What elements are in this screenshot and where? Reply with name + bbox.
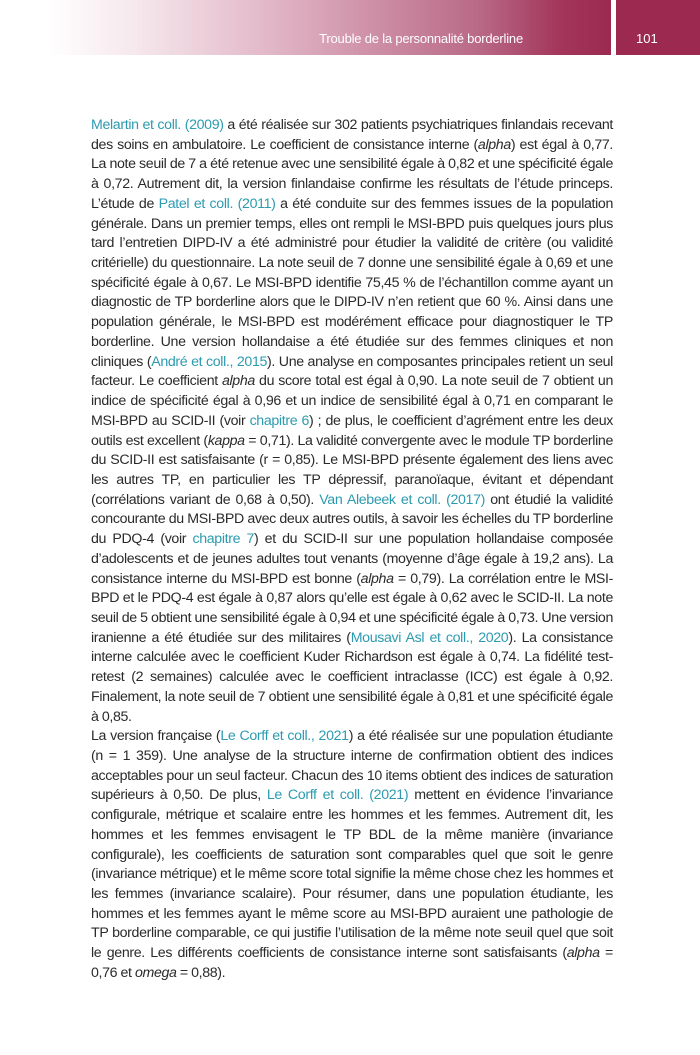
- italic-term: alpha: [221, 373, 255, 390]
- text-run: mettent en évidence l’invariance configurale, métrique et scalaire entre les hommes et les femmes. Autrement dit, les hommes et les femmes envisagent le TP BDL de la même manière (invariance configurale), les coefficients de saturation sont comparables quel que soit le genre (invariance métrique) et le même score total signifie la même chose chez les hommes et les femmes (invariance scalaire). Pour résumer, dans une population étudiante, les hommes et les femmes ayant le même score au MSI-BPD auraient une pathologie de TP borderline comparable, ce qui justifie l’utilisation de la même note seuil quel que soit le genre. Les différents coefficients de consistance interne sont satisfaisants (: [91, 787, 613, 962]
- text-run: = 0,88).: [176, 964, 226, 981]
- paragraph: [91, 727, 613, 983]
- page-number-box: [616, 0, 700, 55]
- citation-link[interactable]: André et coll., 2015: [151, 353, 268, 370]
- body-text: [91, 116, 613, 984]
- citation-link[interactable]: chapitre 7: [192, 531, 254, 548]
- italic-term: alpha: [360, 570, 394, 587]
- citation-link[interactable]: chapitre 6: [249, 412, 310, 429]
- citation-link[interactable]: Patel et coll. (2011): [158, 195, 276, 212]
- italic-term: alpha: [566, 945, 600, 962]
- italic-term: alpha: [477, 136, 511, 153]
- text-run: a été réalisée sur 302 patients psychiatriques finlandais recevant des soins en ambulatoire. Le coefficient de consistance interne (: [91, 117, 613, 153]
- text-run: du score total est égal à 0,90. La note seuil de 7 obtient un indice de spécificité égal à 0,96 et un indice de sensibilité égal à 0,71 en comparant le MSI-BPD au SCID-II (voir: [91, 373, 613, 429]
- italic-term: kappa: [207, 432, 245, 449]
- citation-link[interactable]: Mousavi Asl et coll., 2020: [350, 629, 509, 646]
- citation-link[interactable]: Melartin et coll. (2009): [91, 117, 224, 133]
- text-run: ont étudié la validité concourante du MSI-BPD avec deux autres outils, à savoir les échelles du TP borderline du PDQ-4 (voir: [91, 491, 613, 548]
- citation-link[interactable]: Le Corff et coll. (2021): [266, 787, 409, 804]
- text-run: ). La consistance interne calculée avec le coefficient Kuder Richardson est égale à 0,74. La fidélité test-retest (2 semaines) calculée avec le coefficient intraclasse (ICC) est égale à 0,92. Finalement, la note seuil de 7 obtient une sensibilité égale à 0,81 et une spécificité égale à 0,85.: [91, 629, 613, 725]
- italic-term: omega: [134, 964, 177, 981]
- citation-link[interactable]: Van Alebeek et coll. (2017): [319, 491, 485, 508]
- running-title: Trouble de la personnalité borderline: [319, 31, 523, 46]
- page-number: 101: [636, 31, 658, 46]
- text-run: ) ; de plus, le coefficient d’agrément entre les deux outils est excellent (: [91, 412, 613, 449]
- paragraph: [91, 116, 613, 727]
- text-run: ) et du SCID-II sur une population hollandaise composée d’adolescents et de jeunes adultes tout venants (moyenne d’âge égale à 19,2 ans). La consistance interne du MSI-BPD est bonne (: [91, 531, 613, 587]
- text-run: = 0,76 et: [91, 945, 613, 981]
- text-run: La version française (: [91, 728, 221, 745]
- running-header: [0, 0, 611, 55]
- text-run: = 0,79). La corrélation entre le MSI-BPD et le PDQ-4 est égale à 0,87 alors qu’elle est égale à 0,62 avec le SCID-II. La note seuil de 5 obtient une sensibilité égale à 0,94 et une spécificité égale à 0,73. Une version iranienne a été étudiée sur des militaires (: [91, 570, 613, 646]
- text-run: ). Une analyse en composantes principales retient un seul facteur. Le coefficient: [91, 353, 613, 390]
- text-run: ) est égal à 0,77. La note seuil de 7 a été retenue avec une sensibilité égale à 0,82 et une spécificité égale à 0,72. Autrement dit, la version finlandaise confirme les résultats de l’étude princeps. L’étude de: [91, 136, 613, 212]
- citation-link[interactable]: Le Corff et coll., 2021: [220, 728, 349, 745]
- text-run: a été conduite sur des femmes issues de la population générale. Dans un premier temps, elles ont rempli le MSI-BPD puis quelques jours plus tard l’entretien DIPD-IV a été administré pour étudier la validité de critère (ou validité critérielle) du questionnaire. La note seuil de 7 donne une sensibilité égale à 0,69 et une spécificité égale à 0,67. Le MSI-BPD identifie 75,45 % de l’échantillon comme ayant un diagnostic de TP borderline alors que le DIPD-IV n’en retient que 60 %. Ainsi dans une population générale, le MSI-BPD est modérément efficace pour diagnostiquer le TP borderline. Une version hollandaise a été étudiée sur des femmes cliniques et non cliniques (: [91, 195, 614, 370]
- text-run: = 0,71). La validité convergente avec le module TP borderline du SCID-II est satisfaisante (r = 0,85). Le MSI-BPD présente également des liens avec les autres TP, en particulier les TP dépressif, paranoïaque, évitant et dépendant (corrélations variant de 0,68 à 0,50).: [91, 432, 613, 508]
- text-run: ) a été réalisée sur une population étudiante (n = 1 359). Une analyse de la structure interne de confirmation obtient des indices acceptables pour un seul facteur. Chacun des 10 items obtient des indices de saturation supérieurs à 0,50. De plus,: [91, 728, 613, 804]
